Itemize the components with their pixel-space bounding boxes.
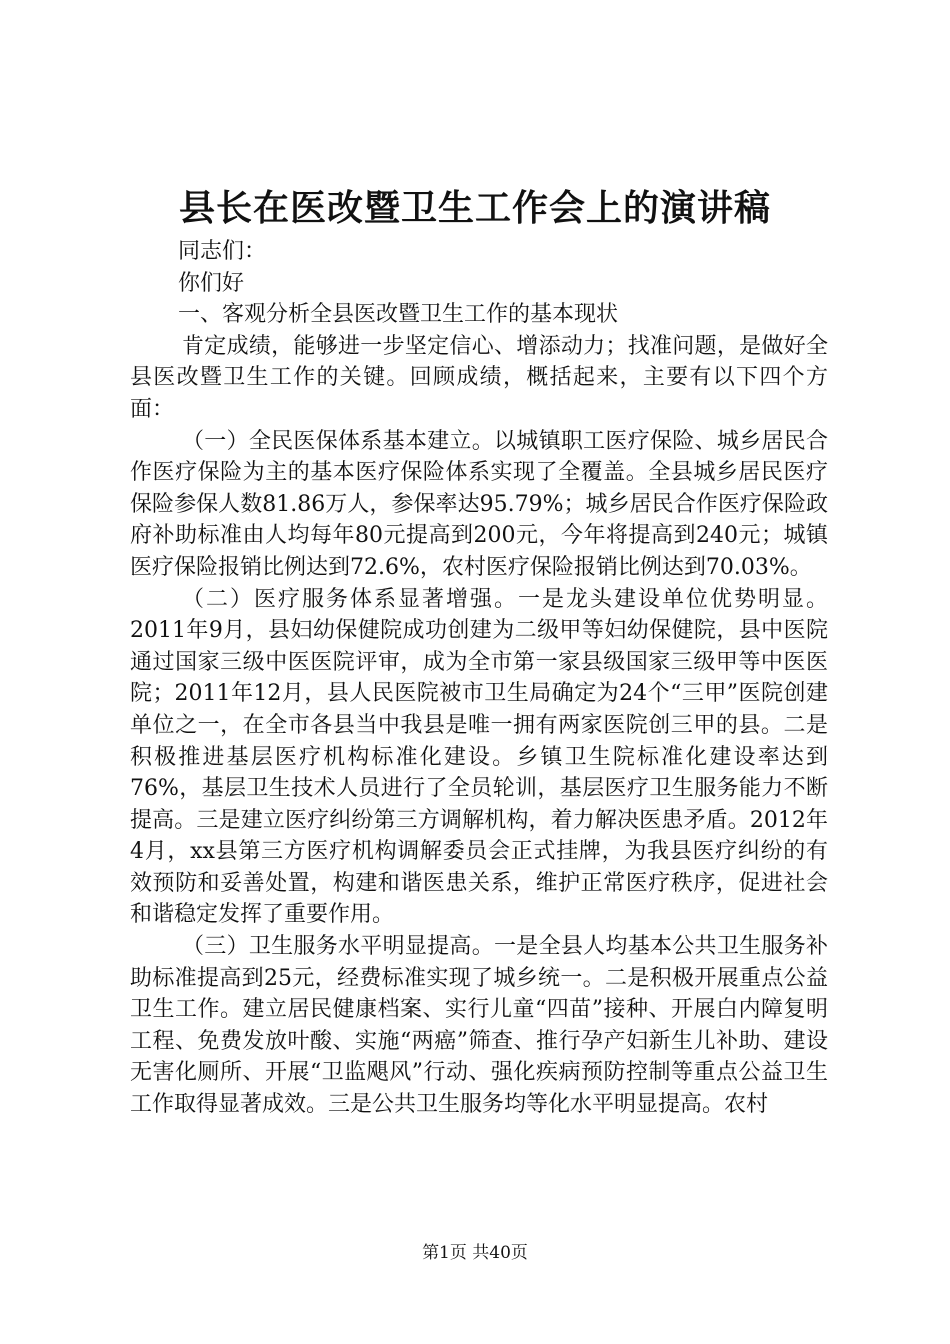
page-number-footer: 第1页 共40页 — [422, 1243, 528, 1263]
document-body — [130, 236, 828, 1121]
greeting: 你们好 — [178, 270, 245, 296]
paragraph: 肯定成绩，能够进一步坚定信心、增添动力；找准问题，是做好全县医改暨卫生工作的关键。回顾成绩，概括起来，主要有以下四个方面： — [130, 333, 828, 422]
paragraph: （二）医疗服务体系显著增强。一是龙头建设单位优势明显。2011年9月，县妇幼保健院成功创建为二级甲等妇幼保健院，县中医院通过国家三级中医医院评审，成为全市第一家县级国家三级甲等中医医院；2011年12月，县人民医院被市卫生局确定为24个“三甲”医院创建单位之一，在全市各县当中我县是唯一拥有两家医院创三甲的县。二是积极推进基层医疗机构标准化建设。乡镇卫生院标准化建设率达到76%，基层卫生技术人员进行了全员轮训，基层医疗卫生服务能力不断提高。三是建立医疗纠纷第三方调解机构，着力解决医患矛盾。2012年4月，xx县第三方医疗机构调解委员会正式挂牌，为我县医疗纠纷的有效预防和妥善处置，构建和谐医患关系，维护正常医疗秩序，促进社会和谐稳定发挥了重要作用。 — [130, 586, 828, 928]
paragraph: （一）全民医保体系基本建立。以城镇职工医疗保险、城乡居民合作医疗保险为主的基本医疗保险体系实现了全覆盖。全县城乡居民医疗保险参保人数81.86万人，参保率达95.79%；城乡居民合作医疗保险政府补助标准由人均每年80元提高到200元，今年将提高到240元；城镇医疗保险报销比例达到72.6%，农村医疗保险报销比例达到70.03%。 — [130, 428, 828, 580]
salutation: 同志们： — [178, 239, 267, 264]
section-heading: 一、客观分析全县医改暨卫生工作的基本现状 — [178, 302, 619, 328]
document-title: 县长在医改暨卫生工作会上的演讲稿 — [178, 187, 771, 229]
paragraph: （三）卫生服务水平明显提高。一是全县人均基本公共卫生服务补助标准提高到25元，经费标准实现了城乡统一。二是积极开展重点公益卫生工作。建立居民健康档案、实行儿童“四苗”接种、开展白内障复明工程、免费发放叶酸、实施“两癌”筛查、推行孕产妇新生儿补助、建设无害化厕所、开展“卫监飓风”行动、强化疾病预防控制等重点公益卫生工作取得显著成效。三是公共卫生服务均等化水平明显提高。农村 — [130, 934, 828, 1118]
